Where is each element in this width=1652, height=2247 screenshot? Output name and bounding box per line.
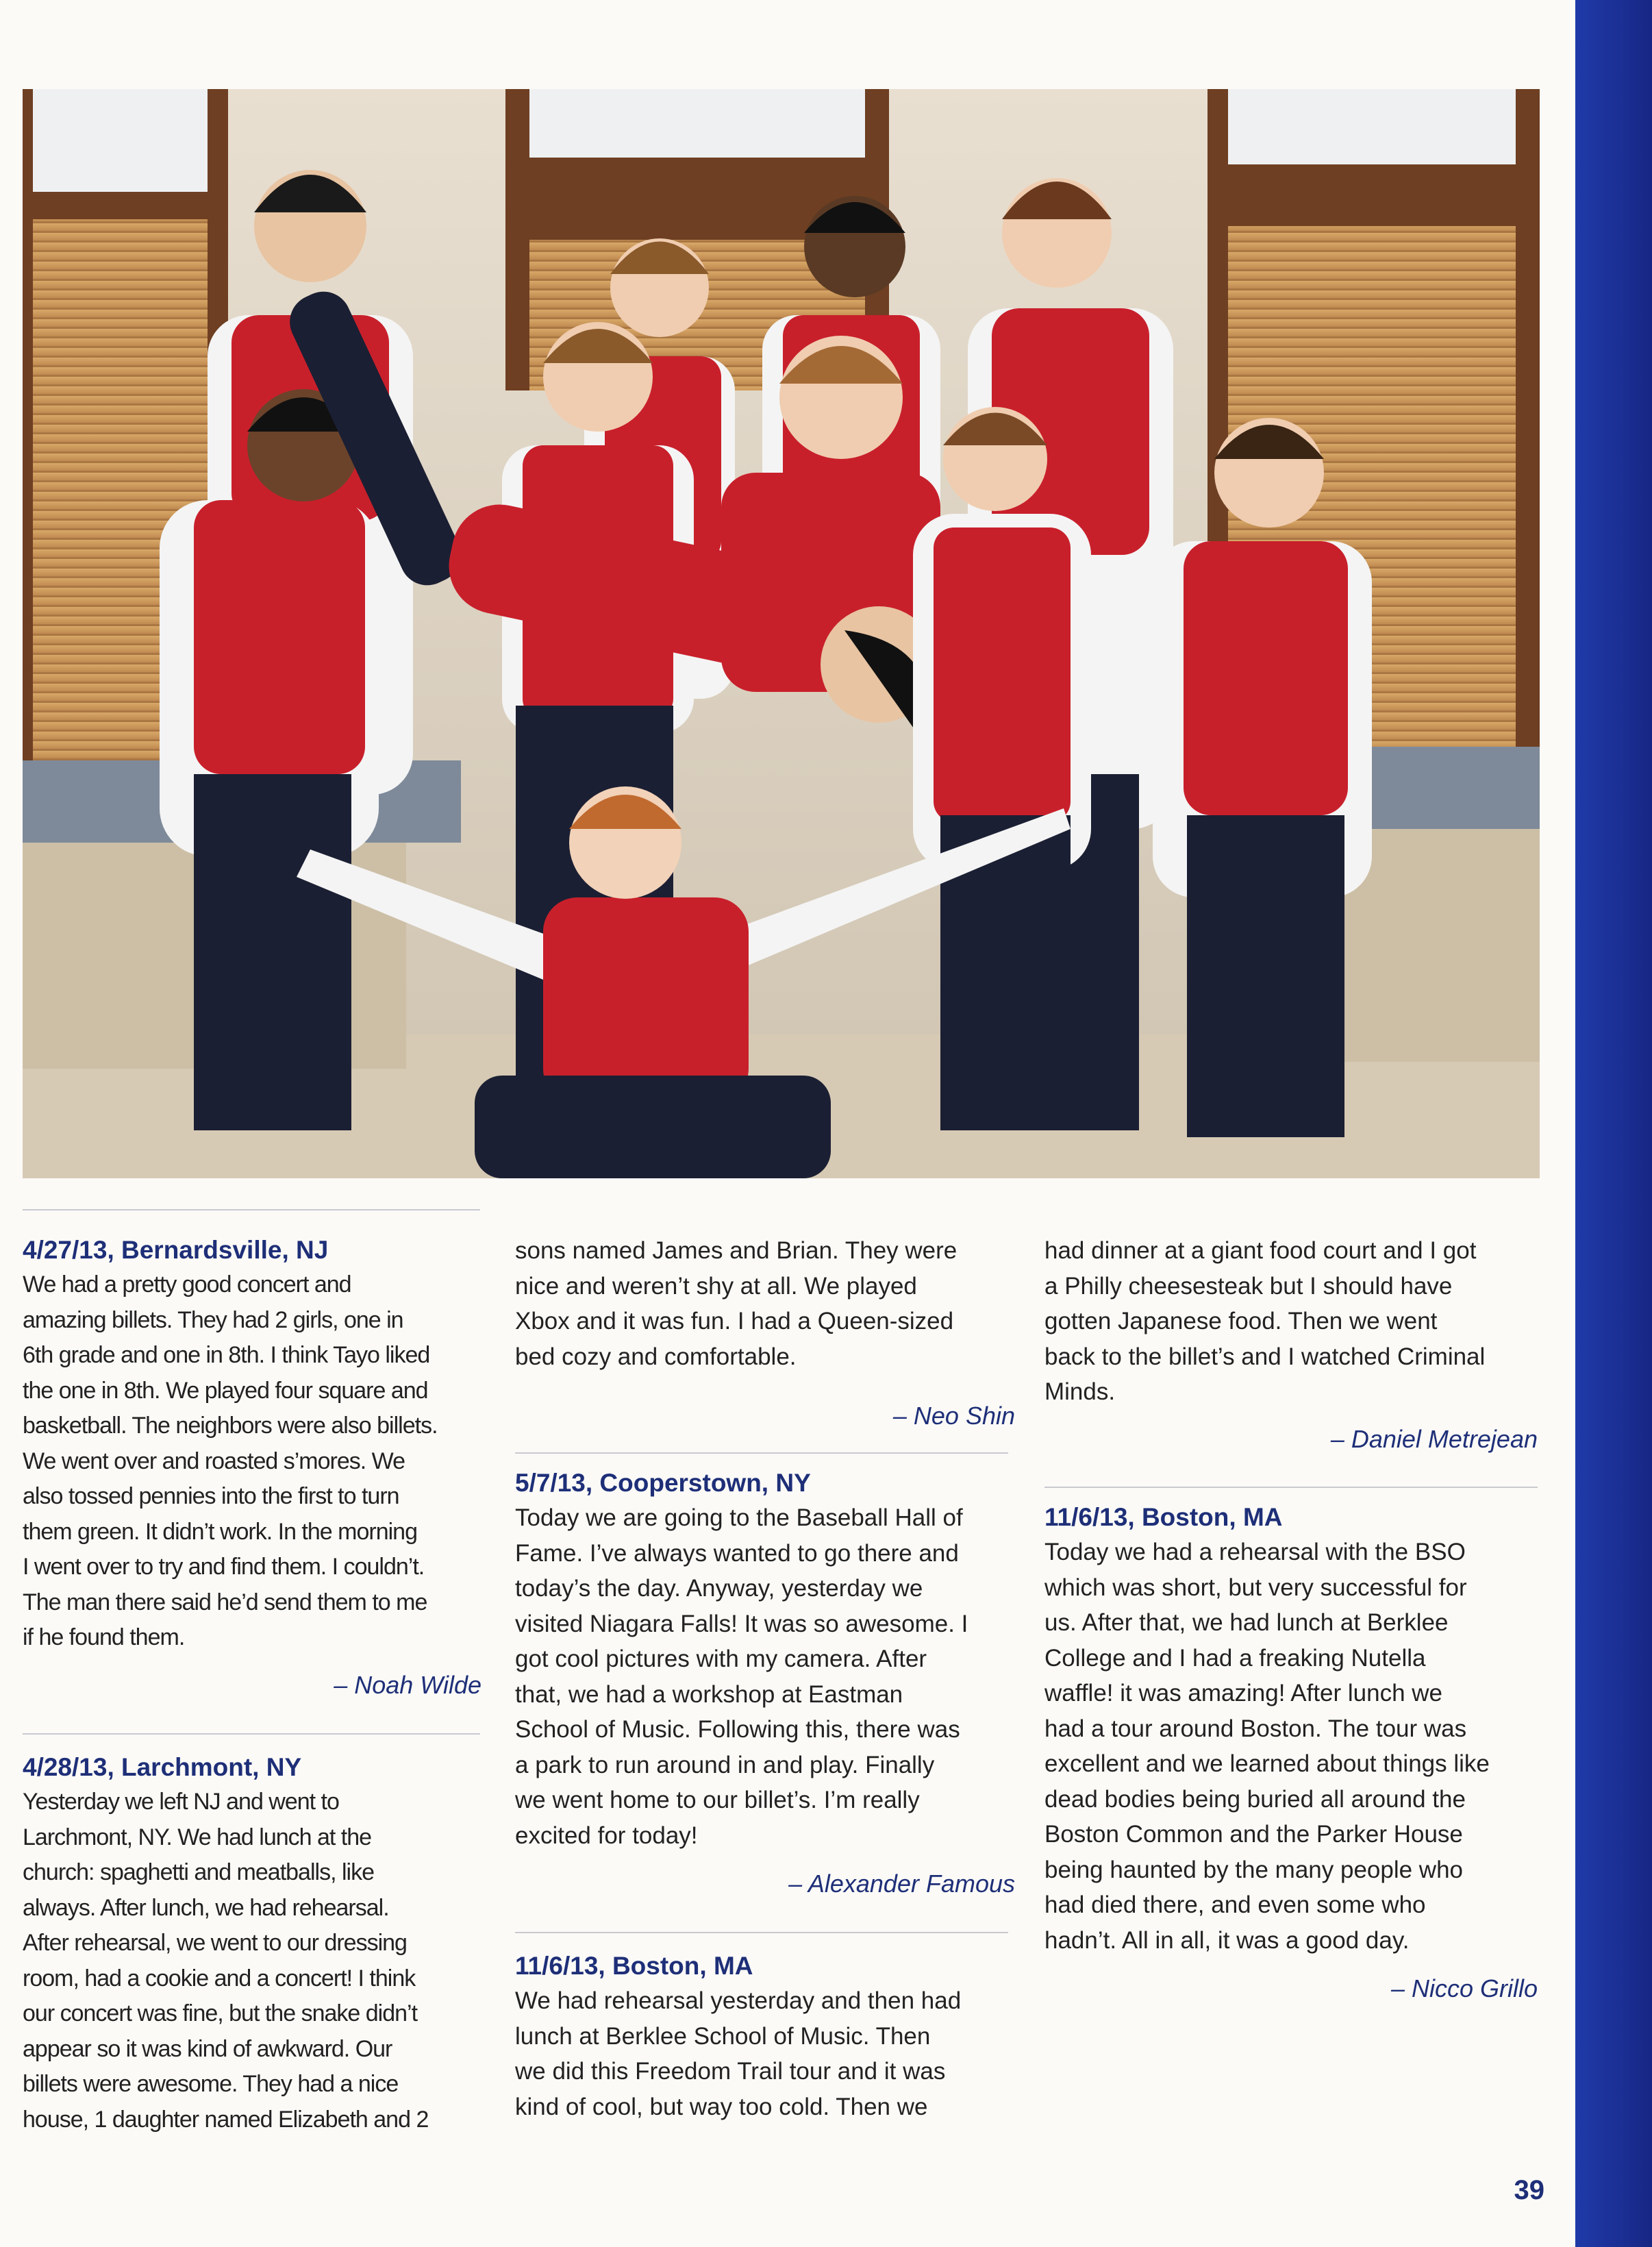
entry-body: Today we had a rehearsal with the BSO which was short, but very successful for us. After that, we had lunch at Berklee College and I had a freaking Nutella waffle! it was amazing! After lunch we had a tour around Boston. The tour was excellent and we learned about things like dead bodies being buried all around the Boston Common and the Parker House being haunted by the many people who had died there, and even some who hadn’t. All in all, it was a good day. (1044, 1539, 1490, 1954)
group-photo (23, 89, 1540, 1178)
column-middle-third (515, 1949, 1015, 2124)
divider (515, 1452, 1008, 1454)
divider (515, 1932, 1008, 1933)
entry-heading: 4/27/13, Bernardsville, NJ (23, 1236, 329, 1264)
entry-continuation: had dinner at a giant food court and I got a Philly cheesesteak but I should have gotten Japanese food. Then we went back to the billet’s and I watched Criminal Minds. (1044, 1237, 1486, 1405)
entry-body: Today we are going to the Baseball Hall of Fame. I’ve always wanted to go there and today’s the day. Anyway, yesterday we visited Niagara Falls! It was so awesome. I got cool pictures with my camera. After that, we had a workshop at Eastman School of Music. Following this, there was a park to run around in and play. Finally we went home to our billet’s. I’m really excited for today! (515, 1504, 968, 1849)
entry-heading: 4/28/13, Larchmont, NY (23, 1753, 302, 1781)
column-left-second (23, 1750, 481, 2137)
divider (23, 1733, 480, 1735)
column-middle (515, 1233, 1015, 1430)
column-middle-second (515, 1466, 1015, 1898)
divider (1044, 1487, 1538, 1488)
entry-heading: 11/6/13, Boston, MA (1044, 1503, 1283, 1531)
column-right-second (1044, 1500, 1538, 2003)
column-right (1044, 1233, 1538, 1454)
page-number: 39 (1514, 2175, 1544, 2205)
page-edge-band (1575, 0, 1652, 2247)
group-photo-illustration (23, 89, 1540, 1178)
entry-signature: – Neo Shin (892, 1402, 1015, 1430)
entry-heading: 11/6/13, Boston, MA (515, 1952, 753, 1980)
column-left (23, 1233, 481, 1700)
entry-signature: – Nicco Grillo (1390, 1974, 1538, 2002)
divider (23, 1209, 480, 1211)
entry-signature: – Alexander Famous (788, 1870, 1015, 1898)
entry-body: We had a pretty good concert and amazing billets. They had 2 girls, one in 6th grade and one in 8th. I think Tayo liked the one in 8th. We played four square and basketball. The neighbors were also billets. We went over and roasted s’mores. We also tossed pennies into the first to turn them green. It didn’t work. In the morning I went over to try and find them. I couldn’t. The man there said he’d send them to me if he found them. (23, 1271, 438, 1650)
entry-signature: – Noah Wilde (334, 1670, 481, 1699)
entry-signature: – Daniel Metrejean (1330, 1424, 1538, 1453)
entry-heading: 5/7/13, Cooperstown, NY (515, 1469, 811, 1497)
entry-body: Yesterday we left NJ and went to Larchmont, NY. We had lunch at the church: spaghetti and meatballs, like always. After lunch, we had rehearsal. After rehearsal, we went to our dressing room, had a cookie and a concert! I think our concert was fine, but the snake didn’t appear so it was kind of awkward. Our billets were awesome. They had a nice house, 1 daughter named Elizabeth and 2 (23, 1789, 429, 2133)
entry-body: We had rehearsal yesterday and then had lunch at Berklee School of Music. Then we did this Freedom Trail tour and it was kind of cool, but way too cold. Then we (515, 1987, 962, 2120)
entry-continuation: sons named James and Brian. They were nice and weren’t shy at all. We played Xbox and it was fun. I had a Queen-sized bed cozy and comfortable. (515, 1237, 958, 1370)
